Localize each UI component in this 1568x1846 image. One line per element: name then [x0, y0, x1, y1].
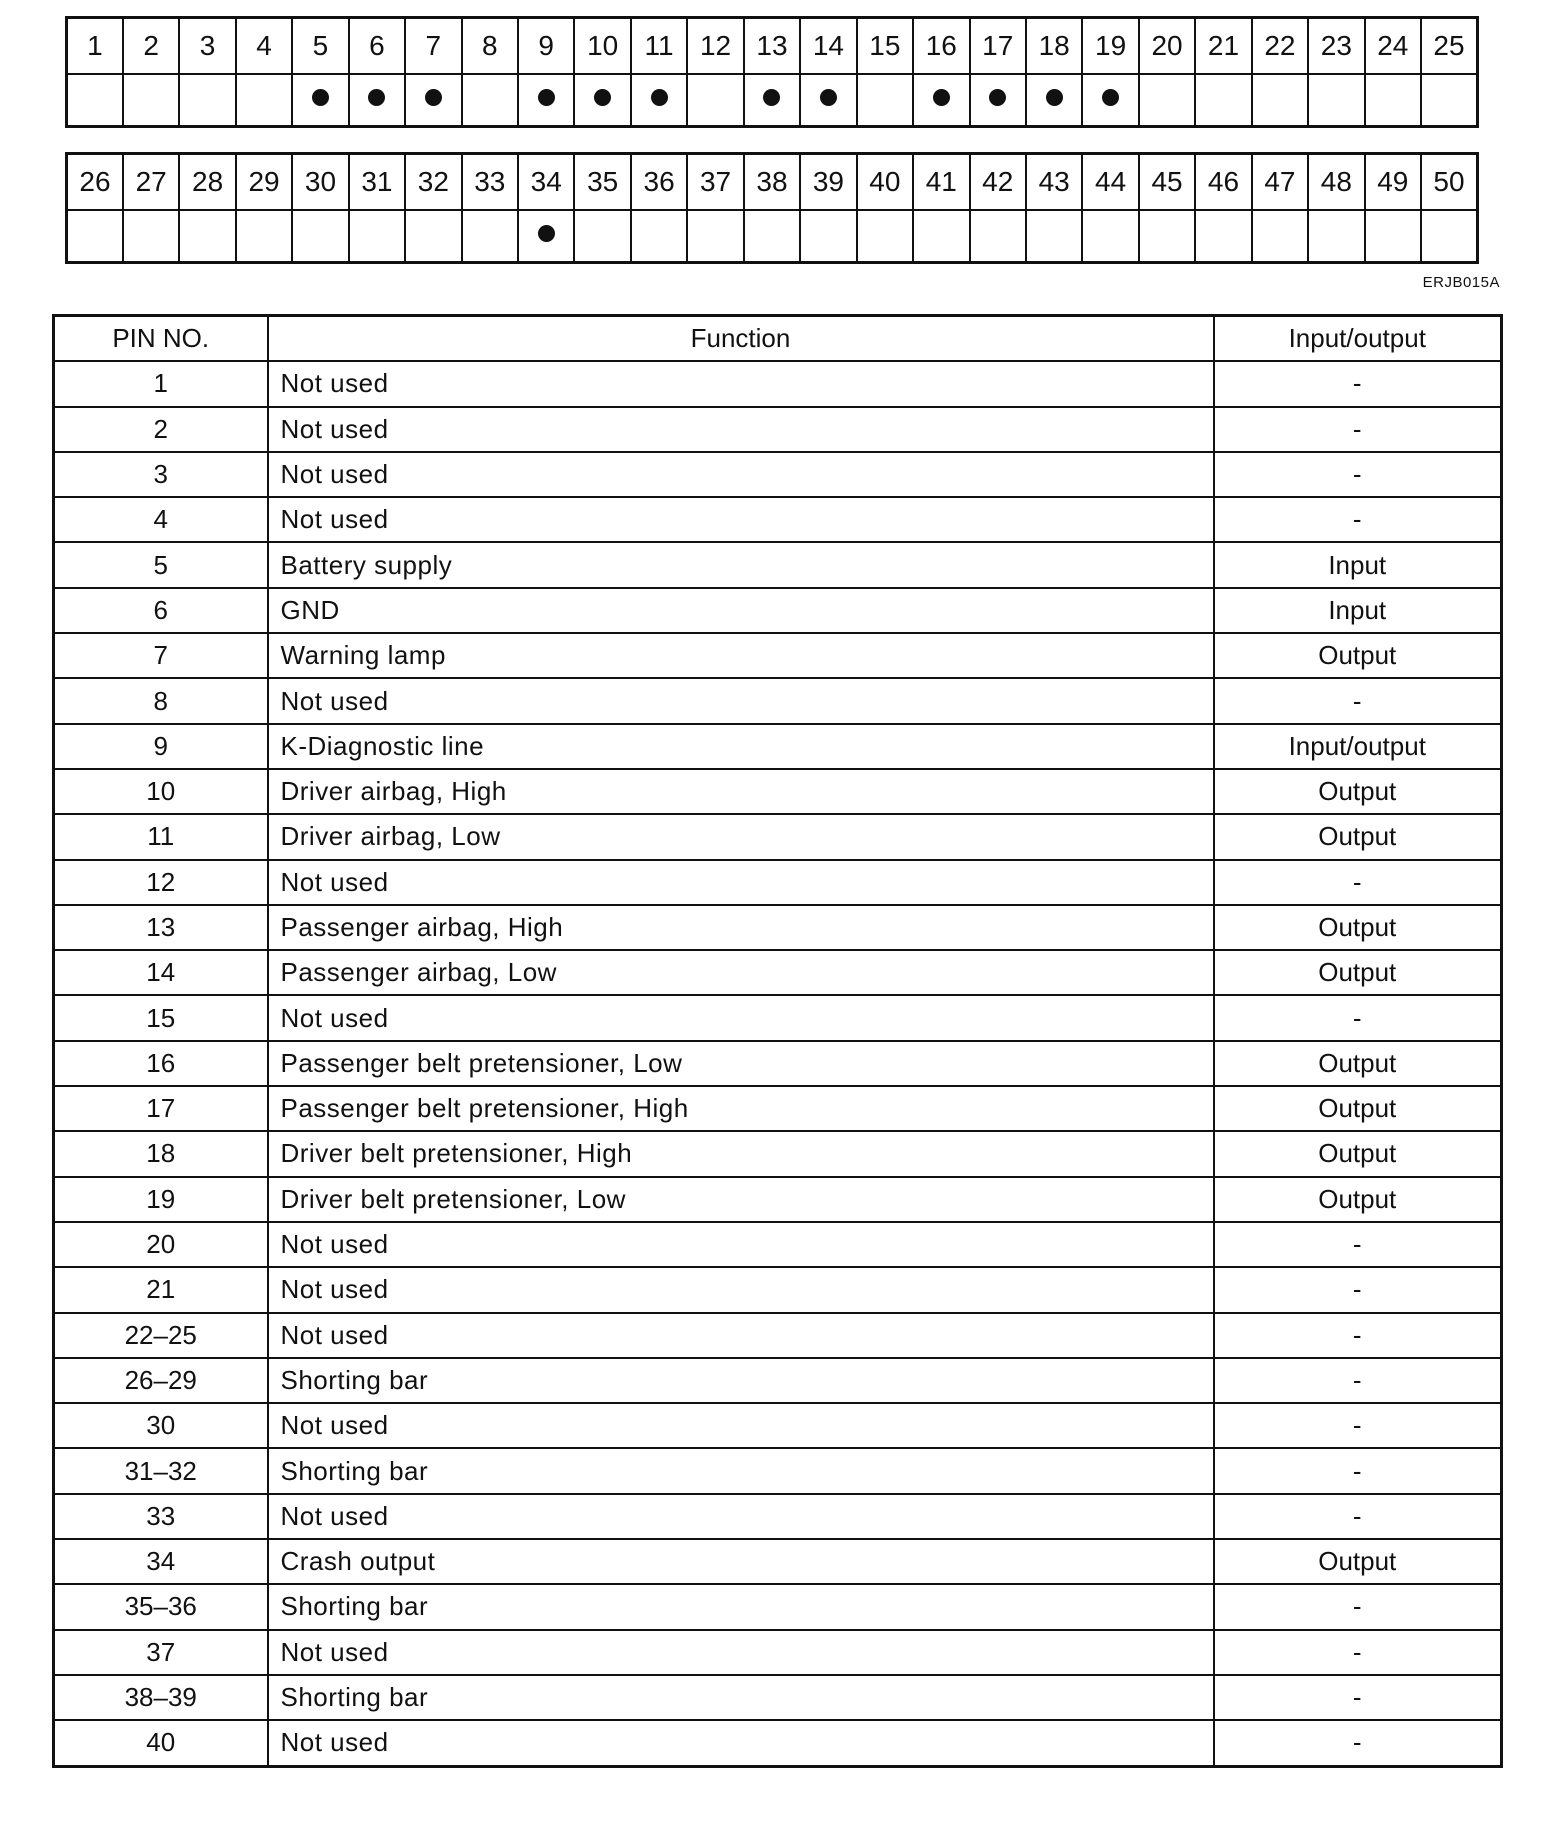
input-output-cell: Output — [1214, 905, 1502, 950]
table-row — [54, 1584, 1502, 1629]
pin-number-cell: 19 — [54, 1177, 268, 1222]
input-output-cell: - — [1214, 1630, 1502, 1675]
input-output-cell: - — [1214, 860, 1502, 905]
pin-number-cell: 26–29 — [54, 1358, 268, 1403]
table-row — [54, 1403, 1502, 1448]
input-output-cell: Output — [1214, 1177, 1502, 1222]
connector-pin-number: 31 — [349, 154, 405, 211]
pin-number-cell: 15 — [54, 995, 268, 1040]
pin-function-table — [52, 314, 1503, 1768]
table-row — [54, 1448, 1502, 1493]
connector-pin-number: 1 — [67, 18, 123, 75]
table-row — [54, 1494, 1502, 1539]
table-row — [54, 1267, 1502, 1312]
connector-pin-cell — [405, 210, 461, 263]
connector-pin-number: 25 — [1421, 18, 1478, 75]
pin-number-cell: 31–32 — [54, 1448, 268, 1493]
connector-pin-number: 29 — [236, 154, 292, 211]
connector-pin-cell — [687, 74, 743, 127]
connector-pin-marks — [67, 210, 1478, 263]
function-cell: Shorting bar — [268, 1675, 1214, 1720]
connector-pin-cell — [123, 74, 179, 127]
function-cell: Not used — [268, 678, 1214, 723]
table-header-row — [54, 316, 1502, 362]
pin-number-cell: 8 — [54, 678, 268, 723]
pin-used-dot-icon — [538, 225, 555, 242]
input-output-cell: - — [1214, 497, 1502, 542]
table-row — [54, 860, 1502, 905]
connector-pin-number: 15 — [857, 18, 913, 75]
pin-number-cell: 37 — [54, 1630, 268, 1675]
connector-diagram-row-2 — [65, 152, 1479, 264]
function-cell: Passenger airbag, Low — [268, 950, 1214, 995]
pin-used-dot-icon — [425, 89, 442, 106]
input-output-cell: - — [1214, 1720, 1502, 1766]
function-cell: Crash output — [268, 1539, 1214, 1584]
function-cell: Not used — [268, 1222, 1214, 1267]
table-row — [54, 814, 1502, 859]
pin-number-cell: 2 — [54, 407, 268, 452]
pin-number-cell: 35–36 — [54, 1584, 268, 1629]
connector-pin-cell — [913, 210, 969, 263]
connector-pin-cell — [236, 74, 292, 127]
function-cell: K-Diagnostic line — [268, 724, 1214, 769]
connector-pin-cell — [1365, 74, 1421, 127]
connector-pin-number: 22 — [1252, 18, 1308, 75]
table-row — [54, 1675, 1502, 1720]
input-output-cell: - — [1214, 1675, 1502, 1720]
connector-pin-number: 44 — [1082, 154, 1138, 211]
input-output-cell: - — [1214, 1313, 1502, 1358]
connector-pin-cell — [1082, 210, 1138, 263]
connector-pin-number: 5 — [292, 18, 348, 75]
connector-pin-cell — [405, 74, 461, 127]
connector-pin-number: 2 — [123, 18, 179, 75]
connector-pin-cell — [1139, 74, 1195, 127]
connector-pin-number: 46 — [1195, 154, 1251, 211]
connector-pin-cell — [123, 210, 179, 263]
connector-pin-number: 4 — [236, 18, 292, 75]
pin-number-cell: 4 — [54, 497, 268, 542]
function-cell: Not used — [268, 361, 1214, 406]
pin-number-cell: 30 — [54, 1403, 268, 1448]
connector-pin-cell — [857, 74, 913, 127]
table-row — [54, 1720, 1502, 1766]
connector-pin-number: 10 — [574, 18, 630, 75]
input-output-cell: - — [1214, 1494, 1502, 1539]
pin-used-dot-icon — [312, 89, 329, 106]
table-row — [54, 905, 1502, 950]
pin-number-cell: 33 — [54, 1494, 268, 1539]
connector-pin-cell — [857, 210, 913, 263]
table-row — [54, 588, 1502, 633]
function-cell: Driver belt pretensioner, High — [268, 1131, 1214, 1176]
pin-used-dot-icon — [989, 89, 1006, 106]
function-cell: Not used — [268, 1403, 1214, 1448]
function-cell: Warning lamp — [268, 633, 1214, 678]
function-cell: Driver airbag, High — [268, 769, 1214, 814]
connector-pin-number: 24 — [1365, 18, 1421, 75]
connector-pin-cell — [1026, 74, 1082, 127]
pin-used-dot-icon — [933, 89, 950, 106]
function-cell: Not used — [268, 407, 1214, 452]
connector-pin-cell — [1139, 210, 1195, 263]
connector-pin-number: 7 — [405, 18, 461, 75]
header-function: Function — [268, 316, 1214, 362]
connector-pin-cell — [236, 210, 292, 263]
pin-used-dot-icon — [651, 89, 668, 106]
connector-pin-number: 17 — [970, 18, 1026, 75]
pin-number-cell: 13 — [54, 905, 268, 950]
table-row — [54, 950, 1502, 995]
input-output-cell: Output — [1214, 1041, 1502, 1086]
connector-pin-cell — [1026, 210, 1082, 263]
table-row — [54, 1086, 1502, 1131]
connector-pin-number: 34 — [518, 154, 574, 211]
table-row — [54, 1358, 1502, 1403]
connector-pin-number: 11 — [631, 18, 687, 75]
connector-pin-number: 38 — [744, 154, 800, 211]
pin-number-cell: 9 — [54, 724, 268, 769]
connector-pin-number: 8 — [462, 18, 518, 75]
function-cell: Shorting bar — [268, 1358, 1214, 1403]
function-cell: Driver airbag, Low — [268, 814, 1214, 859]
connector-pin-number: 40 — [857, 154, 913, 211]
header-pin-no: PIN NO. — [54, 316, 268, 362]
connector-pin-number: 27 — [123, 154, 179, 211]
input-output-cell: - — [1214, 995, 1502, 1040]
connector-pin-number: 43 — [1026, 154, 1082, 211]
connector-pin-number: 13 — [744, 18, 800, 75]
pin-number-cell: 14 — [54, 950, 268, 995]
function-cell: Not used — [268, 1313, 1214, 1358]
connector-pin-cell — [744, 210, 800, 263]
connector-pin-number: 36 — [631, 154, 687, 211]
connector-pin-marks — [67, 74, 1478, 127]
connector-pin-cell — [67, 210, 123, 263]
input-output-cell: - — [1214, 1358, 1502, 1403]
connector-pin-number: 50 — [1421, 154, 1478, 211]
connector-pin-number: 9 — [518, 18, 574, 75]
input-output-cell: Input/output — [1214, 724, 1502, 769]
connector-pin-number: 39 — [800, 154, 856, 211]
input-output-cell: Input — [1214, 542, 1502, 587]
table-row — [54, 542, 1502, 587]
connector-pin-cell — [1308, 210, 1364, 263]
connector-pin-cell — [970, 74, 1026, 127]
pin-number-cell: 6 — [54, 588, 268, 633]
table-row — [54, 1313, 1502, 1358]
function-cell: Not used — [268, 860, 1214, 905]
table-row — [54, 1630, 1502, 1675]
connector-pin-cell — [1365, 210, 1421, 263]
connector-pin-number: 42 — [970, 154, 1026, 211]
connector-pin-cell — [1195, 74, 1251, 127]
table-row — [54, 1177, 1502, 1222]
connector-pin-number: 45 — [1139, 154, 1195, 211]
table-row — [54, 361, 1502, 406]
table-row — [54, 1539, 1502, 1584]
function-cell: Not used — [268, 1630, 1214, 1675]
input-output-cell: Output — [1214, 769, 1502, 814]
function-cell: Battery supply — [268, 542, 1214, 587]
connector-pin-cell — [800, 210, 856, 263]
function-cell: Not used — [268, 452, 1214, 497]
connector-pin-cell — [1252, 210, 1308, 263]
table-row — [54, 452, 1502, 497]
connector-pin-number: 41 — [913, 154, 969, 211]
connector-pin-number: 35 — [574, 154, 630, 211]
function-cell: Not used — [268, 1494, 1214, 1539]
input-output-cell: - — [1214, 452, 1502, 497]
connector-pin-cell — [292, 74, 348, 127]
pin-number-cell: 12 — [54, 860, 268, 905]
connector-pin-cell — [462, 74, 518, 127]
connector-pin-cell — [574, 74, 630, 127]
connector-pin-number: 47 — [1252, 154, 1308, 211]
connector-pin-number: 12 — [687, 18, 743, 75]
figure-code: ERJB015A — [1422, 274, 1500, 291]
connector-pin-number: 37 — [687, 154, 743, 211]
connector-pin-number: 19 — [1082, 18, 1138, 75]
input-output-cell: - — [1214, 678, 1502, 723]
connector-pin-cell — [913, 74, 969, 127]
table-row — [54, 678, 1502, 723]
pin-number-cell: 10 — [54, 769, 268, 814]
table-row — [54, 497, 1502, 542]
pin-number-cell: 18 — [54, 1131, 268, 1176]
table-row — [54, 633, 1502, 678]
pin-used-dot-icon — [538, 89, 555, 106]
connector-pin-cell — [292, 210, 348, 263]
pin-used-dot-icon — [1046, 89, 1063, 106]
connector-pin-number: 14 — [800, 18, 856, 75]
connector-pin-number: 16 — [913, 18, 969, 75]
table-row — [54, 407, 1502, 452]
input-output-cell: - — [1214, 1584, 1502, 1629]
pin-number-cell: 11 — [54, 814, 268, 859]
connector-pin-number: 23 — [1308, 18, 1364, 75]
input-output-cell: Output — [1214, 1086, 1502, 1131]
connector-pin-cell — [518, 210, 574, 263]
connector-pin-cell — [631, 210, 687, 263]
input-output-cell: - — [1214, 1267, 1502, 1312]
function-cell: Shorting bar — [268, 1584, 1214, 1629]
function-cell: Not used — [268, 497, 1214, 542]
function-cell: Shorting bar — [268, 1448, 1214, 1493]
input-output-cell: - — [1214, 1222, 1502, 1267]
connector-pin-number: 18 — [1026, 18, 1082, 75]
connector-pin-cell — [349, 210, 405, 263]
table-row — [54, 995, 1502, 1040]
pin-number-cell: 5 — [54, 542, 268, 587]
input-output-cell: - — [1214, 361, 1502, 406]
pin-number-cell: 38–39 — [54, 1675, 268, 1720]
connector-pin-cell — [687, 210, 743, 263]
pin-used-dot-icon — [820, 89, 837, 106]
connector-pin-cell — [800, 74, 856, 127]
connector-pin-cell — [67, 74, 123, 127]
table-row — [54, 1131, 1502, 1176]
table-row — [54, 769, 1502, 814]
connector-pin-cell — [1421, 210, 1478, 263]
connector-pin-cell — [1195, 210, 1251, 263]
connector-pin-number: 32 — [405, 154, 461, 211]
pin-used-dot-icon — [368, 89, 385, 106]
input-output-cell: Output — [1214, 950, 1502, 995]
connector-pin-cell — [1252, 74, 1308, 127]
function-cell: Driver belt pretensioner, Low — [268, 1177, 1214, 1222]
pin-number-cell: 21 — [54, 1267, 268, 1312]
connector-pin-number: 21 — [1195, 18, 1251, 75]
connector-pin-number: 28 — [179, 154, 235, 211]
connector-pin-cell — [1421, 74, 1478, 127]
connector-pin-cell — [970, 210, 1026, 263]
pin-number-cell: 16 — [54, 1041, 268, 1086]
connector-pin-number: 3 — [179, 18, 235, 75]
input-output-cell: Input — [1214, 588, 1502, 633]
pin-number-cell: 40 — [54, 1720, 268, 1766]
table-row — [54, 1041, 1502, 1086]
pin-number-cell: 20 — [54, 1222, 268, 1267]
connector-pin-number: 33 — [462, 154, 518, 211]
function-cell: GND — [268, 588, 1214, 633]
pin-used-dot-icon — [594, 89, 611, 106]
connector-pin-cell — [179, 210, 235, 263]
function-cell: Not used — [268, 995, 1214, 1040]
table-row — [54, 1222, 1502, 1267]
connector-pin-number: 26 — [67, 154, 123, 211]
table-row — [54, 724, 1502, 769]
function-cell: Not used — [268, 1720, 1214, 1766]
pin-number-cell: 34 — [54, 1539, 268, 1584]
input-output-cell: Output — [1214, 1131, 1502, 1176]
connector-pin-number: 20 — [1139, 18, 1195, 75]
function-cell: Not used — [268, 1267, 1214, 1312]
connector-pin-number: 30 — [292, 154, 348, 211]
pin-number-cell: 3 — [54, 452, 268, 497]
connector-diagram-row-1 — [65, 16, 1479, 128]
input-output-cell: Output — [1214, 814, 1502, 859]
connector-pin-cell — [631, 74, 687, 127]
pin-used-dot-icon — [1102, 89, 1119, 106]
connector-pin-number: 48 — [1308, 154, 1364, 211]
connector-pin-numbers — [67, 154, 1478, 211]
connector-pin-cell — [1308, 74, 1364, 127]
connector-pin-cell — [462, 210, 518, 263]
input-output-cell: Output — [1214, 1539, 1502, 1584]
connector-pin-number: 49 — [1365, 154, 1421, 211]
connector-pin-cell — [1082, 74, 1138, 127]
function-cell: Passenger belt pretensioner, High — [268, 1086, 1214, 1131]
connector-pin-cell — [574, 210, 630, 263]
connector-pin-cell — [518, 74, 574, 127]
pin-number-cell: 1 — [54, 361, 268, 406]
input-output-cell: - — [1214, 407, 1502, 452]
connector-pin-number: 6 — [349, 18, 405, 75]
pin-number-cell: 22–25 — [54, 1313, 268, 1358]
function-cell: Passenger belt pretensioner, Low — [268, 1041, 1214, 1086]
header-input-output: Input/output — [1214, 316, 1502, 362]
input-output-cell: - — [1214, 1403, 1502, 1448]
pin-number-cell: 17 — [54, 1086, 268, 1131]
function-cell: Passenger airbag, High — [268, 905, 1214, 950]
input-output-cell: Output — [1214, 633, 1502, 678]
pin-used-dot-icon — [763, 89, 780, 106]
connector-pin-cell — [349, 74, 405, 127]
connector-pin-numbers — [67, 18, 1478, 75]
pin-number-cell: 7 — [54, 633, 268, 678]
connector-pin-cell — [179, 74, 235, 127]
connector-pin-cell — [744, 74, 800, 127]
input-output-cell: - — [1214, 1448, 1502, 1493]
